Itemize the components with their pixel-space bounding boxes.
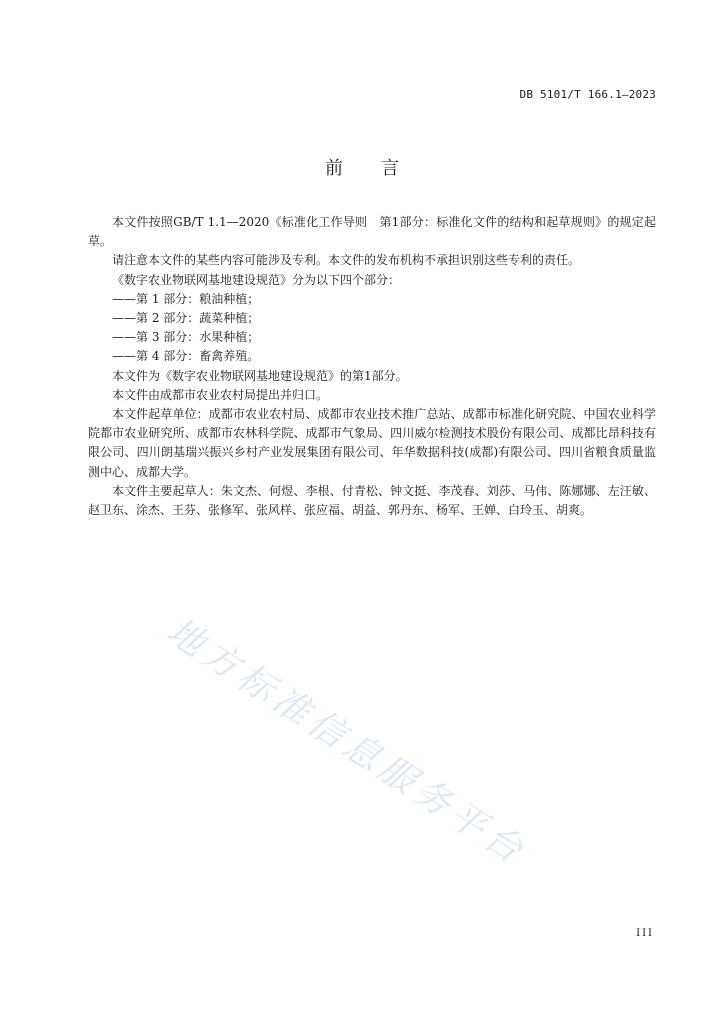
list-item-part-1: ——第 1 部分：粮油种植； xyxy=(112,291,260,306)
list-item-part-2: ——第 2 部分：蔬菜种植； xyxy=(112,311,260,326)
paragraph-patent-notice: 请注意本文件的某些内容可能涉及专利。本文件的发布机构不承担识别这些专利的责任。 xyxy=(112,253,581,268)
list-item-part-4: ——第 4 部分：畜禽养殖。 xyxy=(112,349,260,364)
paragraph-proposer: 本文件由成都市农业农村局提出并归口。 xyxy=(112,387,329,402)
paragraph-part-statement: 本文件为《数字农业物联网基地建设规范》的第1部分。 xyxy=(112,368,408,383)
page-title: 前言 xyxy=(325,158,437,179)
watermark: 地方标准信息服务平台 xyxy=(159,610,534,874)
list-item-part-3: ——第 3 部分：水果种植； xyxy=(112,330,260,345)
paragraph-parts-intro: 《数字农业物联网基地建设规范》分为以下四个部分： xyxy=(112,272,401,287)
paragraph-drafting-units: 本文件起草单位：成都市农业农村局、成都市农业技术推广总站、成都市标准化研究院、中国农业科学院都市农业研究所、成都市农林科学院、成都市气象局、四川威尔检测技术股份有限公司、成都比昂科技有限公司、四川朗基瑞兴振兴乡村产业发展集团有限公司、年华数据科技(成都)有限公司、四川省粮食质量监测中心、成都大学。 xyxy=(88,407,656,479)
paragraph-drafting-rules: 本文件按照GB/T 1.1—2020《标准化工作导则 第1部分：标准化文件的结构和起草规则》的规定起草。 xyxy=(88,215,656,249)
document-code: DB 5101/T 166.1—2023 xyxy=(519,88,656,101)
paragraph-drafters: 本文件主要起草人：朱文杰、何煜、李根、付青松、钟文挺、李茂春、刘莎、马伟、陈娜娜、左汪敏、赵卫东、涂杰、王芬、张修军、张风样、张应福、胡益、郭丹东、杨军、王婵、白玲玉、胡爽。 xyxy=(88,483,656,518)
document-body xyxy=(88,213,656,520)
page-number: III xyxy=(636,928,654,939)
